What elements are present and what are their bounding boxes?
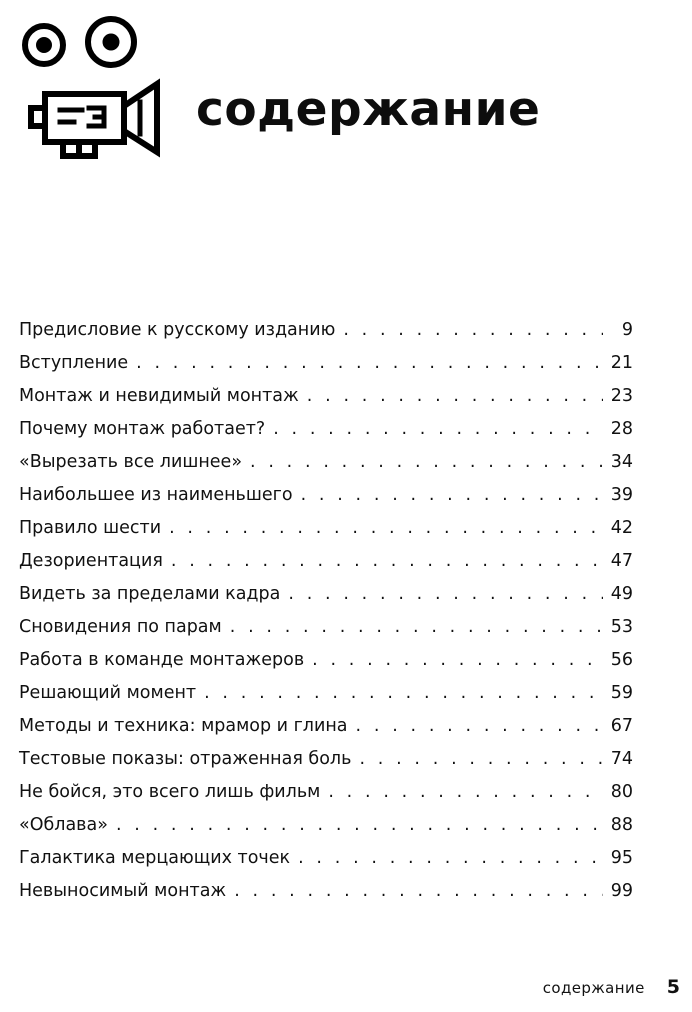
toc-entry-page: 99 bbox=[610, 881, 633, 901]
toc-entry[interactable] bbox=[19, 877, 633, 910]
toc-entry-title: Не бойся, это всего лишь фильм bbox=[19, 782, 321, 802]
toc-leader-dots bbox=[312, 646, 603, 674]
toc-entry-title: Невыносимый монтаж bbox=[19, 881, 227, 901]
toc-entry-title: Галактика мерцающих точек bbox=[19, 848, 291, 868]
toc-entry-title: Сновидения по парам bbox=[19, 617, 222, 637]
toc-leader-dots bbox=[169, 514, 603, 542]
toc-leader-dots bbox=[273, 415, 603, 443]
toc-entry-title: Правило шести bbox=[19, 518, 162, 538]
toc-leader-dots bbox=[288, 580, 602, 608]
toc-entry-title: Тестовые показы: отраженная боль bbox=[19, 749, 352, 769]
toc-entry-page: 34 bbox=[610, 452, 633, 472]
toc-leader-dots bbox=[359, 745, 602, 773]
toc-entry-page: 95 bbox=[610, 848, 633, 868]
toc-entry-page: 67 bbox=[610, 716, 633, 736]
toc-entry[interactable] bbox=[19, 844, 633, 877]
toc-entry-title: Работа в команде монтажеров bbox=[19, 650, 305, 670]
toc-entry[interactable] bbox=[19, 349, 633, 382]
toc-entry[interactable] bbox=[19, 811, 633, 844]
toc-entry-page: 80 bbox=[610, 782, 633, 802]
toc-leader-dots bbox=[301, 481, 603, 509]
running-footer-section: содержание bbox=[542, 979, 645, 997]
toc-entry-title: Монтаж и невидимый монтаж bbox=[19, 386, 299, 406]
toc-entry-page: 49 bbox=[610, 584, 633, 604]
toc-leader-dots bbox=[250, 448, 603, 476]
toc-entry-page: 59 bbox=[610, 683, 633, 703]
toc-entry-page: 9 bbox=[621, 320, 633, 340]
toc-leader-dots bbox=[230, 613, 603, 641]
toc-entry[interactable] bbox=[19, 514, 633, 547]
toc-entry-title: Видеть за пределами кадра bbox=[19, 584, 281, 604]
toc-entry[interactable] bbox=[19, 778, 633, 811]
toc-entry-page: 42 bbox=[610, 518, 633, 538]
page-title: содержание bbox=[196, 82, 541, 137]
toc-entry-title: Решающий момент bbox=[19, 683, 197, 703]
toc-entry[interactable] bbox=[19, 382, 633, 415]
toc-entry-page: 88 bbox=[610, 815, 633, 835]
toc-entry-title: «Облава» bbox=[19, 815, 108, 835]
toc-leader-dots bbox=[356, 712, 603, 740]
toc-leader-dots bbox=[343, 316, 603, 344]
toc-entry-page: 74 bbox=[610, 749, 633, 769]
toc-entry-title: Почему монтаж работает? bbox=[19, 419, 266, 439]
toc-entry[interactable] bbox=[19, 415, 633, 448]
toc-leader-dots bbox=[298, 844, 603, 872]
page-number: 5 bbox=[666, 976, 680, 998]
toc-entry-title: «Вырезать все лишнее» bbox=[19, 452, 243, 472]
toc-entry-page: 23 bbox=[610, 386, 633, 406]
toc-entry[interactable] bbox=[19, 712, 633, 745]
toc-entry-title: Дезориентация bbox=[19, 551, 163, 571]
movie-camera-icon bbox=[14, 12, 164, 162]
toc-leader-dots bbox=[136, 349, 603, 377]
toc-entry-title: Методы и техника: мрамор и глина bbox=[19, 716, 348, 736]
toc-entry-title: Вступление bbox=[19, 353, 129, 373]
toc-entry[interactable] bbox=[19, 481, 633, 514]
toc-leader-dots bbox=[328, 778, 602, 806]
toc-entry[interactable] bbox=[19, 646, 633, 679]
toc-leader-dots bbox=[116, 811, 603, 839]
toc-leader-dots bbox=[307, 382, 603, 410]
toc-entry[interactable] bbox=[19, 580, 633, 613]
toc-entry[interactable] bbox=[19, 745, 633, 778]
toc-entry-page: 47 bbox=[610, 551, 633, 571]
toc-entry-page: 21 bbox=[610, 353, 633, 373]
table-of-contents bbox=[19, 316, 633, 910]
toc-entry[interactable] bbox=[19, 613, 633, 646]
toc-entry-page: 53 bbox=[610, 617, 633, 637]
page-footer bbox=[543, 976, 680, 998]
toc-leader-dots bbox=[171, 547, 603, 575]
toc-entry[interactable] bbox=[19, 547, 633, 580]
toc-entry[interactable] bbox=[19, 679, 633, 712]
toc-entry[interactable] bbox=[19, 448, 633, 481]
toc-leader-dots bbox=[204, 679, 603, 707]
toc-leader-dots bbox=[234, 877, 603, 905]
toc-entry[interactable] bbox=[19, 316, 633, 349]
toc-entry-page: 56 bbox=[610, 650, 633, 670]
toc-entry-title: Предисловие к русскому изданию bbox=[19, 320, 336, 340]
toc-entry-page: 28 bbox=[610, 419, 633, 439]
toc-entry-title: Наибольшее из наименьшего bbox=[19, 485, 293, 505]
toc-entry-page: 39 bbox=[610, 485, 633, 505]
